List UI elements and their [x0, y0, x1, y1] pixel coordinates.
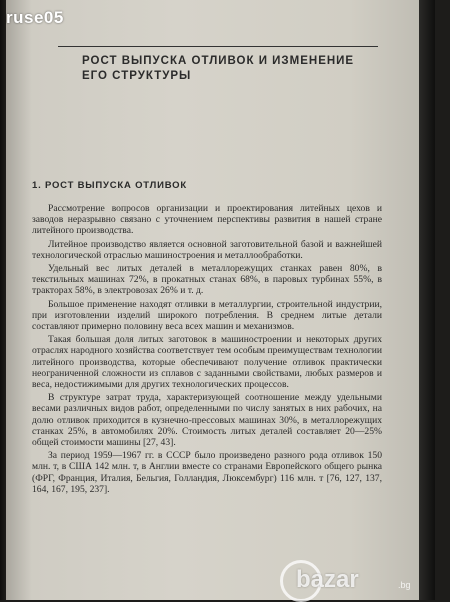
section-heading: 1. РОСТ ВЫПУСКА ОТЛИВОК: [32, 180, 187, 191]
paragraph: Литейное производство является основной заготовительной базой и важнейшей технологической отраслью машиностроения и металлообработки.: [32, 238, 382, 261]
bazar-watermark-logo: [262, 560, 432, 598]
paragraph: Рассмотрение вопросов организации и проектирования литейных цехов и заводов неразрывно связано с уточнением перспективы развития в нашей стране литейного производства.: [32, 203, 382, 237]
seller-watermark-text: ruse05: [6, 8, 64, 27]
chapter-title: РОСТ ВЫПУСКА ОТЛИВОК И ИЗМЕНЕНИЕ ЕГО СТРУКТУРЫ: [82, 55, 355, 82]
paragraph: Удельный вес литых деталей в металлорежущих станках равен 80%, в текстильных машинах 72%, в прокатных станах 68%, в паровых турбинах 55%, в тракторах 58%, в электровозах 26% и т. д.: [32, 263, 382, 297]
body-text: [32, 203, 382, 497]
logo-tld: .bg: [398, 580, 411, 590]
seller-watermark: [6, 8, 66, 42]
header-rule: [58, 46, 378, 47]
paragraph: Такая большая доля литых заготовок в машиностроении и некоторых других отраслях народного хозяйства соответствует тем особым преимуществам технологии литейного производства, которые обеспечивают получение отливок практически неограниченной сложности из сплавов с заданными свойствами, любых размеров и веса, недостижимыми для других технологических процессов.: [32, 334, 382, 391]
logo-text: bazar: [296, 566, 359, 593]
paragraph: Большое применение находят отливки в металлургии, строительной индустрии, при изготовлении изделий широкого потребления. В среднем литые детали составляют примерно половину веса всех машин и механизмов.: [32, 298, 382, 333]
paragraph: В структуре затрат труда, характеризующей соотношение между удельными весами различных видов работ, определенными по числу занятых в них рабочих, на долю отливок приходится в кузнечно-прессовых машинах 30%, в металлорежущих станках 25%, в автомобилях 20%. Стоимость литых деталей составляет 20—25% общей стоимости машины [27, 43].: [32, 392, 382, 449]
page-shadow: [419, 0, 435, 600]
paragraph: За период 1959—1967 гг. в СССР было произведено разного рода отливок 150 млн. т, в США 142 млн. т, в Англии вместе со странами Европейского общего рынка (ФРГ, Франция, Италия, Бельгия, Голландия, Люксембург) 116 млн. т [76, 127, 137, 164, 167, 195, 237].: [32, 450, 382, 495]
